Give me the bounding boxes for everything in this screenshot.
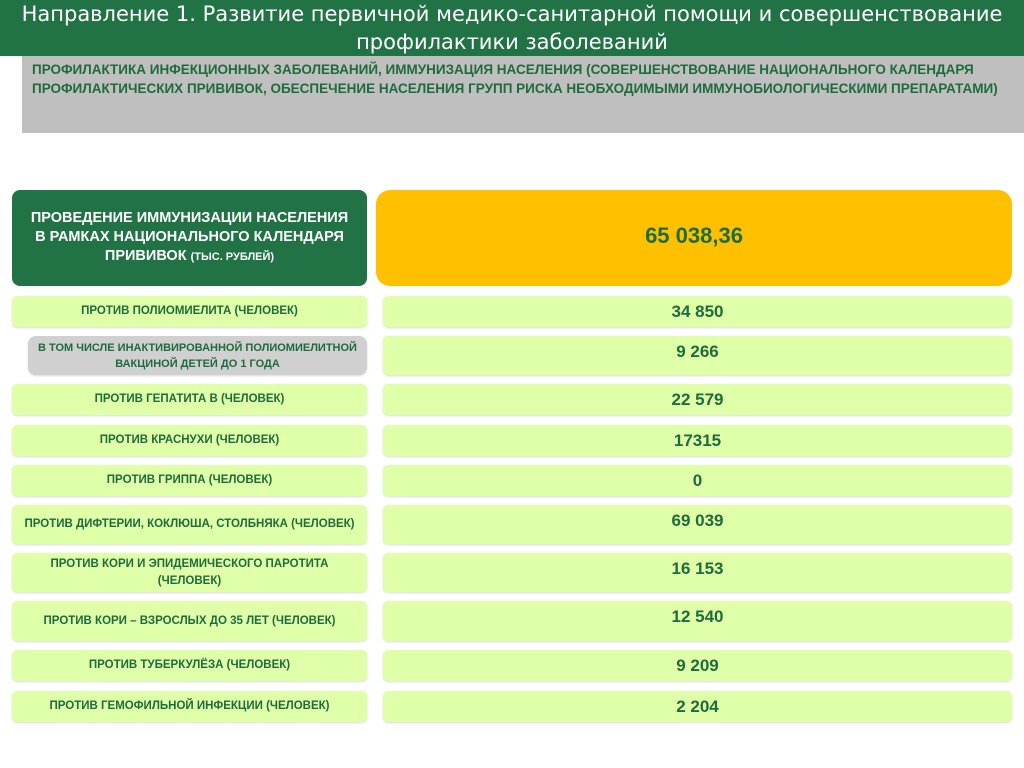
row-value-measles-mumps: 16 153 xyxy=(383,553,1012,592)
row-label-diphtheria: ПРОТИВ ДИФТЕРИИ, КОКЛЮША, СТОЛБНЯКА (ЧЕЛОВЕК) xyxy=(12,505,367,544)
row-label-polio: ПРОТИВ ПОЛИОМИЕЛИТА (ЧЕЛОВЕК) xyxy=(12,296,367,327)
row-value-hepatitis-b: 22 579 xyxy=(383,384,1012,415)
row-value-tuberculosis: 9 209 xyxy=(383,650,1012,681)
row-value-measles-adults: 12 540 xyxy=(383,601,1012,641)
immunization-total-unit: (ТЫС. РУБЛЕЙ) xyxy=(190,251,275,263)
slide-title-line-2: профилактики заболеваний xyxy=(356,30,668,54)
row-label-polio-inactivated: В ТОМ ЧИСЛЕ ИНАКТИВИРОВАННОЙ ПОЛИОМИЕЛИТНОЙ ВАКЦИНОЙ ДЕТЕЙ ДО 1 ГОДА xyxy=(28,336,367,375)
row-value-polio-inactivated: 9 266 xyxy=(383,336,1012,375)
immunization-total-label xyxy=(12,190,367,286)
row-value-rubella: 17315 xyxy=(383,425,1012,456)
row-value-flu: 0 xyxy=(383,465,1012,496)
section-subtitle: ПРОФИЛАКТИКА ИНФЕКЦИОННЫХ ЗАБОЛЕВАНИЙ, ИММУНИЗАЦИЯ НАСЕЛЕНИЯ (СОВЕРШЕНСТВОВАНИЕ НАЦИОНАЛЬНОГО КАЛЕНДАРЯ ПРОФИЛАКТИЧЕСКИХ ПРИВИВОК, ОБЕСПЕЧЕНИЕ НАСЕЛЕНИЯ ГРУПП РИСКА НЕОБХОДИМЫМИ ИММУНОБИОЛОГИЧЕСКИМИ ПРЕПАРАТАМИ) xyxy=(22,56,1024,133)
row-label-rubella: ПРОТИВ КРАСНУХИ (ЧЕЛОВЕК) xyxy=(12,425,367,456)
row-label-hib: ПРОТИВ ГЕМОФИЛЬНОЙ ИНФЕКЦИИ (ЧЕЛОВЕК) xyxy=(12,691,367,722)
row-label-hepatitis-b: ПРОТИВ ГЕПАТИТА В (ЧЕЛОВЕК) xyxy=(12,384,367,415)
row-value-diphtheria: 69 039 xyxy=(383,505,1012,544)
slide-title-line-1: Направление 1. Развитие первичной медико-санитарной помощи и совершенствование xyxy=(21,2,1003,26)
row-value-hib: 2 204 xyxy=(383,691,1012,722)
immunization-total-value: 65 038,36 xyxy=(376,190,1012,286)
slide-header xyxy=(0,0,1024,56)
row-label-flu: ПРОТИВ ГРИППА (ЧЕЛОВЕК) xyxy=(12,465,367,496)
row-label-tuberculosis: ПРОТИВ ТУБЕРКУЛЁЗА (ЧЕЛОВЕК) xyxy=(12,650,367,681)
row-label-measles-adults: ПРОТИВ КОРИ – ВЗРОСЛЫХ ДО 35 ЛЕТ (ЧЕЛОВЕК) xyxy=(12,601,367,641)
immunization-total-label-text: ПРОВЕДЕНИЕ ИММУНИЗАЦИИ НАСЕЛЕНИЯ В РАМКАХ НАЦИОНАЛЬНОГО КАЛЕНДАРЯ ПРИВИВОК xyxy=(30,210,349,264)
row-value-polio: 34 850 xyxy=(383,296,1012,327)
row-label-measles-mumps: ПРОТИВ КОРИ И ЭПИДЕМИЧЕСКОГО ПАРОТИТА (ЧЕЛОВЕК) xyxy=(12,553,367,592)
